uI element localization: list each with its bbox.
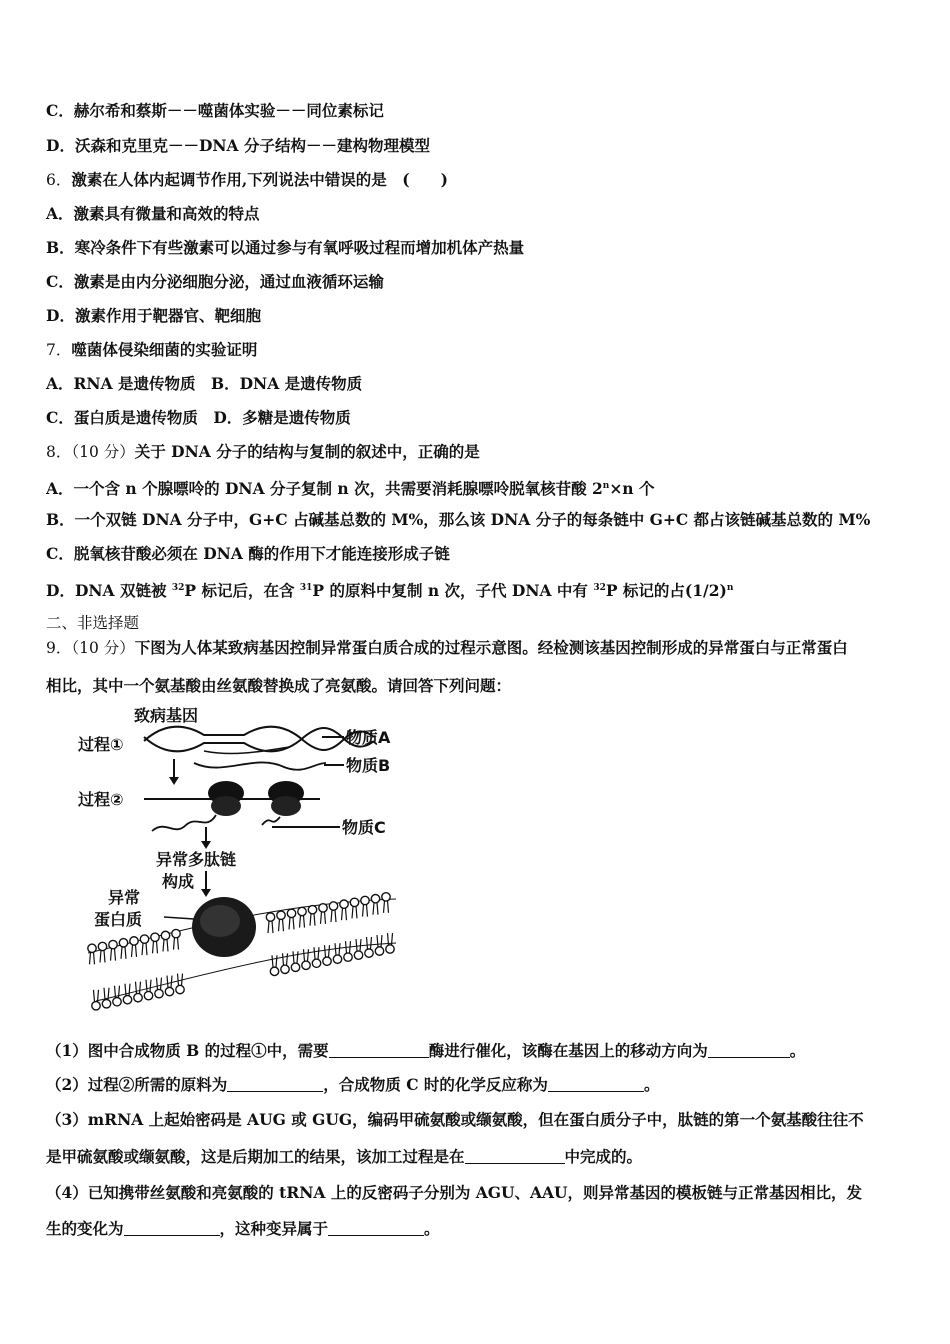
label-form: 构成 [162,872,195,891]
q9-p3-text-b: 是甲硫氨酸或缬氨酸，这是后期加工的结果，该加工过程是在 [46,1147,465,1166]
q6-stem-text: 激素在人体内起调节作用,下列说法中错误的是 ( ) [71,170,448,189]
label-substance-b: 物质B [346,756,391,775]
lipid-head-inner [176,985,184,993]
q8-a-superscript: n [602,481,610,491]
lipid-tail-outer [111,949,116,961]
lipid-head-outer [382,893,390,901]
q7-options-cd: C．蛋白质是遗传物质 D．多糖是遗传物质 [46,408,351,427]
lipid-tail-outer [121,947,126,959]
lipid-head-outer [277,911,285,919]
q9-p2-text-a: （2）过程②所需的原料为 [46,1075,228,1094]
lipid-head-outer [266,913,274,921]
lipid-head-inner [270,967,278,975]
q8-stem-text: 关于 DNA 分子的结构与复制的叙述中，正确的是 [134,442,480,461]
q9-p4-blank-2[interactable] [328,1221,424,1236]
q9-p1-text-c: 。 [789,1041,806,1060]
label-substance-a: 物质A [346,728,391,747]
lipid-head-inner [302,961,310,969]
lipid-tail-inner [325,945,330,957]
q9-p2-text-b: ，合成物质 C 时的化学反应称为 [323,1075,548,1094]
lipid-tail-outer [363,905,368,917]
lipid-head-inner [155,989,163,997]
lipid-head-outer [319,904,327,912]
lipid-head-outer [88,944,96,952]
arrow-2-head [201,841,211,849]
lipid-head-inner [165,987,173,995]
lipid-head-inner [92,1002,100,1010]
lipid-tail-outer [352,906,357,918]
lipid-tail-inner [335,943,340,955]
q9-p3-text-c: 中完成的。 [564,1147,643,1166]
q9-p2-blank-2[interactable] [548,1077,644,1092]
lipid-head-inner [123,995,131,1003]
q9-p4-text-b: 生的变化为 [46,1219,124,1238]
lipid-tail-outer [300,916,305,928]
q8-a-tail: ×n 个 [609,479,655,498]
q9-p1-blank-2[interactable] [708,1043,790,1058]
lipid-tail-outer [373,903,378,915]
lipid-head-outer [287,909,295,917]
q6-option-a: A．激素具有微量和高效的特点 [46,204,260,223]
lipid-head-outer [371,894,379,902]
arrow-3-head [201,889,211,897]
lipid-head-inner [281,965,289,973]
q9-part-1 [46,1041,805,1061]
lipid-head-inner [375,947,383,955]
lipid-head-outer [130,937,138,945]
q6-option-d: D．激素作用于靶器官、靶细胞 [46,306,261,325]
ribosome-large-1 [211,796,241,816]
lipid-head-inner [344,953,352,961]
q8-d-part3: P 的原料中复制 n 次，子代 DNA 中有 [312,581,594,600]
lipid-tail-outer [142,943,147,955]
membrane-inner-edge [96,943,396,1001]
q6-option-b: B．寒冷条件下有些激素可以通过参与有氧呼吸过程而增加机体产热量 [46,238,525,257]
lipid-tail-inner [157,978,162,990]
q7-stem-text: 噬菌体侵染细菌的实验证明 [71,340,258,359]
q9-stem-line2: 相比，其中一个氨基酸由丝氨酸替换成了亮氨酸。请回答下列问题： [46,676,512,695]
lipid-tail-outer [90,952,95,964]
lipid-tail-inner [314,947,319,959]
lipid-tail-inner [356,939,361,951]
lipid-head-outer [340,900,348,908]
label-abnormal-protein-1: 异常 [108,888,141,907]
q9-stem-text1: 下图为人体某致病基因控制异常蛋白质合成的过程示意图。经检测该基因控制形成的异常蛋白与正常蛋白 [134,638,848,657]
q8-number: 8．（10 分） [46,443,135,461]
lipid-tail-inner [283,953,288,965]
q5-option-c: C．赫尔希和蔡斯－－噬菌体实验－－同位素标记 [46,101,384,120]
lipid-head-inner [144,991,152,999]
lipid-tail-outer [163,939,168,951]
lipid-head-inner [323,957,331,965]
q8-option-c: C．脱氧核苷酸必须在 DNA 酶的作用下才能连接形成子链 [46,544,450,563]
label-abnormal-protein-2: 蛋白质 [94,910,143,929]
q9-p1-text-a: （1）图中合成物质 B 的过程①中，需要 [46,1041,329,1060]
q9-p4-text-c: ，这种变异属于 [219,1219,329,1238]
lipid-tail-outer [321,912,326,924]
protein-synthesis-figure [74,703,402,1015]
q9-p1-blank-1[interactable] [329,1043,429,1058]
q7-options-ab: A．RNA 是遗传物质 B．DNA 是遗传物质 [46,374,363,393]
lipid-head-outer [119,939,127,947]
lipid-tail-outer [310,914,315,926]
lipid-head-outer [298,907,306,915]
lipid-tail-outer [289,917,294,929]
q9-p4-blank-1[interactable] [124,1221,220,1236]
label-process-2: 过程② [78,790,124,809]
pointer-protein [164,917,194,919]
q8-d-part1: D．DNA 双链被 [46,581,172,600]
lipid-head-outer [329,902,337,910]
q8-d-sup2: 31 [299,583,313,593]
lipid-tail-inner [136,982,141,994]
abnormal-protein-highlight [200,905,240,937]
q9-part-3-line2 [46,1147,642,1167]
q8-a-text: A．一个含 n 个腺嘌呤的 DNA 分子复制 n 次，共需要消耗腺嘌呤脱氧核苷酸 2 [46,479,603,498]
q9-p3-blank-1[interactable] [465,1149,565,1164]
q7-number: 7． [46,341,72,359]
section-heading: 二、非选择题 [46,614,140,632]
lipid-head-outer [109,940,117,948]
dna-helix [144,727,374,752]
q8-option-b: B．一个双链 DNA 分子中，G+C 占碱基总数的 M%，那么该 DNA 分子的每条链中 G+C 都占该链碱基总数的 M% [46,510,871,529]
q9-p1-text-b: 酶进行催化，该酶在基因上的移动方向为 [428,1041,708,1060]
q9-stem-line1 [46,638,848,658]
q9-p2-text-c: 。 [643,1075,660,1094]
q9-p4-text-d: 。 [424,1219,440,1238]
lipid-head-inner [134,993,142,1001]
lipid-head-outer [151,933,159,941]
peptide-chain-2 [262,817,280,825]
q8-option-d [46,578,733,601]
q9-part-4-line1: （4）已知携带丝氨酸和亮氨酸的 tRNA 上的反密码子分别为 AGU、AAU，则异常基因的模板链与正常基因相比，发 [46,1183,863,1202]
lipid-head-inner [291,963,299,971]
lipid-tail-inner [367,937,372,949]
lipid-tail-inner [146,980,151,992]
lipid-head-inner [113,998,121,1006]
lipid-tail-inner [272,955,277,967]
lipid-head-outer [308,906,316,914]
q8-d-sup4: n [726,583,734,593]
label-pathogenic-gene: 致病基因 [134,706,199,725]
lipid-head-inner [386,945,394,953]
lipid-tail-outer [384,901,389,913]
q8-stem [46,442,480,462]
lipid-tail-outer [174,938,179,950]
lipid-tail-inner [178,974,183,986]
q9-part-3-line1: （3）mRNA 上起始密码是 AUG 或 GUG，编码甲硫氨酸或缬氨酸，但在蛋白质分子中，肽链的第一个氨基酸往往不 [46,1110,864,1129]
lipid-tail-inner [167,976,172,988]
lipid-tail-outer [342,908,347,920]
lipid-tail-inner [104,988,109,1000]
lipid-tail-outer [132,945,137,957]
q6-number: 6． [46,171,72,189]
lipid-tail-inner [293,951,298,963]
lipid-head-inner [333,955,341,963]
q9-p2-blank-1[interactable] [227,1077,323,1092]
lipid-tail-inner [377,935,382,947]
q9-number: 9．（10 分） [46,639,135,657]
q5-option-d: D．沃森和克里克－－DNA 分子结构－－建构物理模型 [46,136,430,155]
q8-d-part2: P 标记后，在含 [184,581,300,600]
lipid-tail-inner [94,990,99,1002]
arrow-1-head [169,777,179,785]
lipid-head-inner [365,949,373,957]
lipid-tail-outer [153,941,158,953]
ribosome-large-2 [271,796,301,816]
substance-b-strand [194,762,326,769]
q9-part-2 [46,1075,659,1095]
lipid-tail-outer [279,919,284,931]
label-abnormal-peptide: 异常多肽链 [156,850,237,869]
lipid-tail-outer [331,910,336,922]
lipid-head-inner [102,1000,110,1008]
lipid-tail-outer [268,921,273,933]
lipid-head-outer [161,931,169,939]
lipid-tail-inner [304,949,309,961]
lipid-head-outer [98,942,106,950]
q8-d-part4: P 标记的占(1/2) [605,581,727,600]
lipid-head-inner [312,959,320,967]
q8-d-sup1: 32 [171,583,185,593]
lipid-head-inner [354,951,362,959]
lipid-tail-outer [100,950,105,962]
lipid-head-outer [350,898,358,906]
lipid-head-outer [172,929,180,937]
label-substance-c: 物质C [342,818,386,837]
q7-stem [46,340,257,360]
q9-part-4-line2 [46,1219,440,1239]
label-process-1: 过程① [78,735,124,754]
lipid-head-outer [361,896,369,904]
lipid-head-outer [140,935,148,943]
q6-option-c: C．激素是由内分泌细胞分泌，通过血液循环运输 [46,272,384,291]
q8-d-sup3: 32 [593,583,606,593]
q8-option-a [46,476,654,499]
q6-stem [46,170,448,190]
